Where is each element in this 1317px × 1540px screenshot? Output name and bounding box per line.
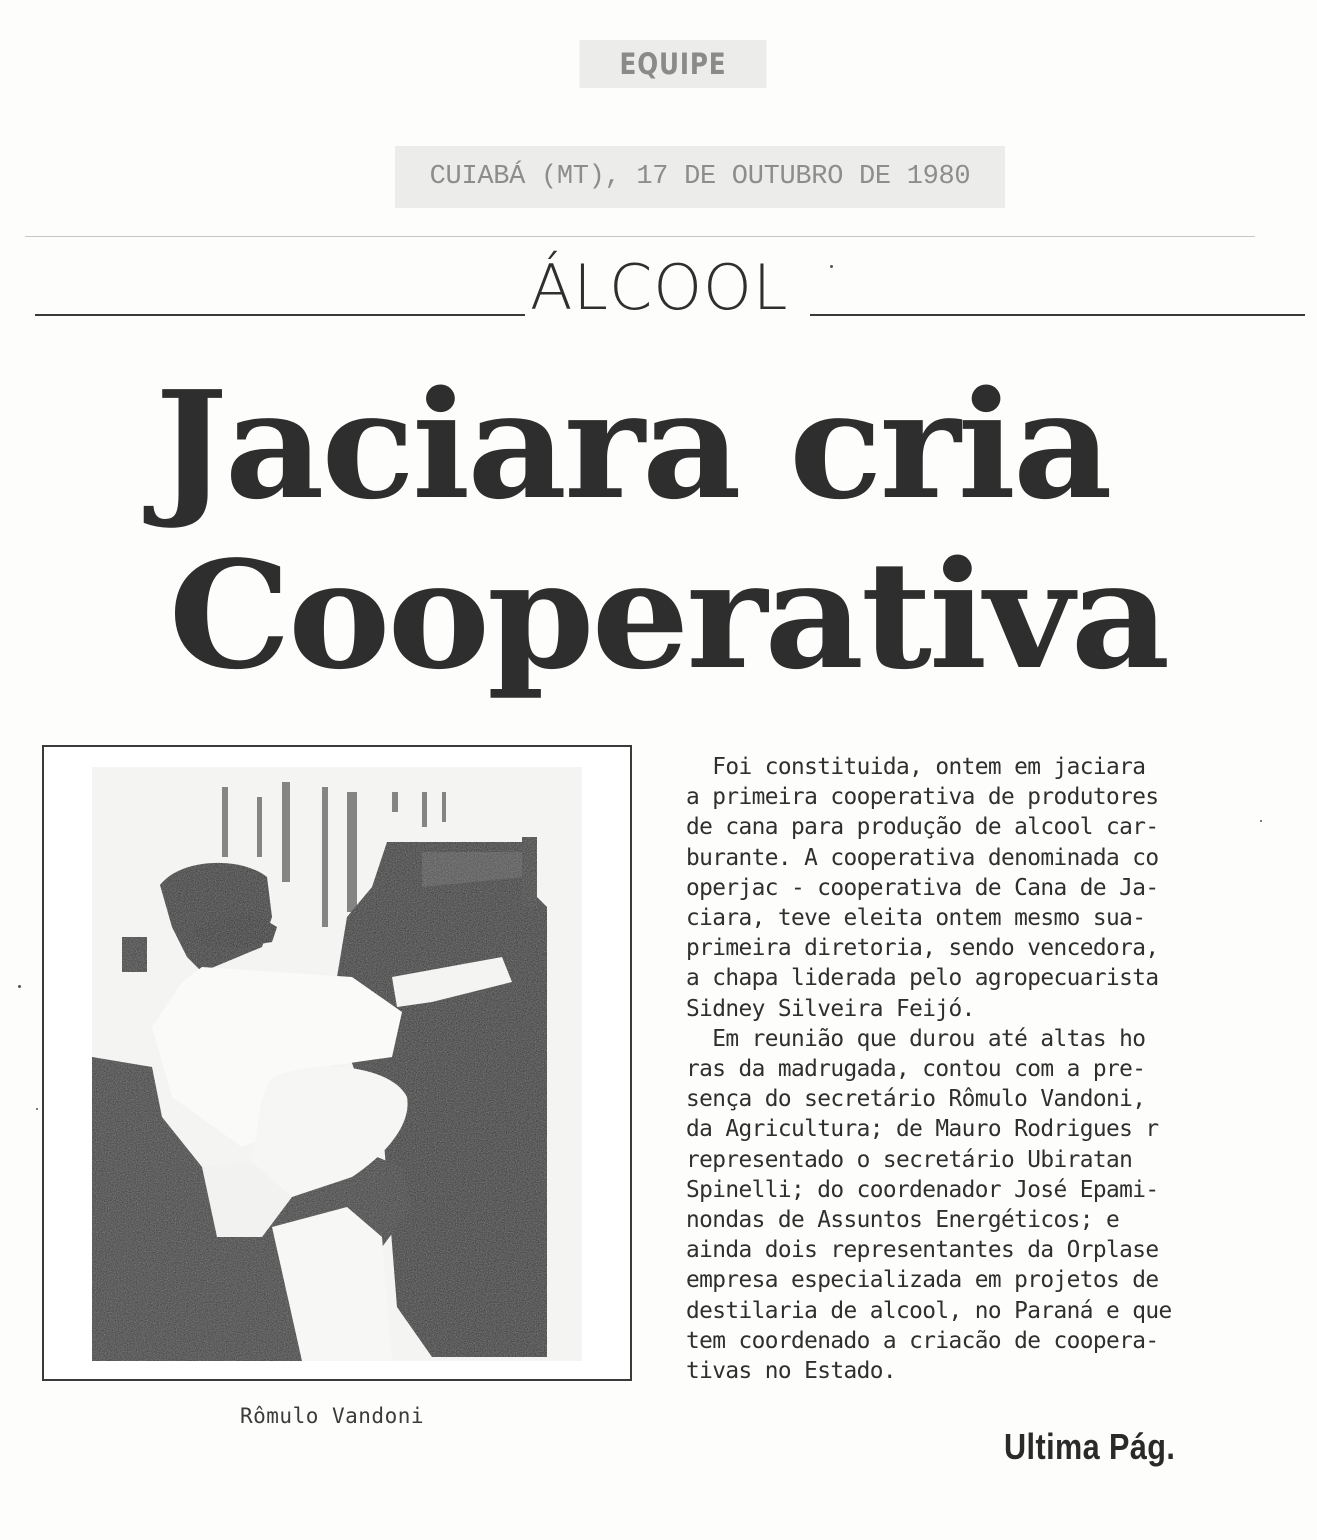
body-line: burante. A cooperativa denominada co [686, 844, 1159, 871]
body-line: a primeira cooperativa de produtores [686, 784, 1159, 811]
body-line: ras da madrugada, contou com a pre- [686, 1056, 1146, 1083]
body-line: primeira diretoria, sendo vencedora, [686, 935, 1159, 962]
body-line: ainda dois representantes da Orplase [686, 1237, 1159, 1264]
body-line: nondas de Assuntos Energéticos; e [686, 1207, 1120, 1234]
body-line: operjac - cooperativa de Cana de Ja- [686, 874, 1159, 901]
section-header [35, 251, 1305, 324]
print-speck [830, 265, 833, 268]
photo [92, 767, 582, 1361]
print-speck [1260, 820, 1262, 822]
section-label: ÁLCOOL [530, 251, 789, 324]
body-line: Spinelli; do coordenador José Epami- [686, 1176, 1159, 1203]
publication-name: EQUIPE [580, 40, 767, 88]
body-line: representado o secretário Ubiratan [686, 1146, 1133, 1173]
body-line: empresa especializada em projetos de [686, 1267, 1159, 1294]
photo-frame [42, 745, 632, 1381]
body-line: Foi constituida, ontem em jaciara [686, 754, 1146, 780]
article-body [686, 752, 1296, 1386]
dateline: CUIABÁ (MT), 17 DE OUTUBRO DE 1980 [395, 146, 1005, 208]
continuation-note: Ultima Pág. [1004, 1426, 1176, 1467]
body-line: destilaria de alcool, no Paraná e que [686, 1297, 1172, 1324]
headline-line-2: Cooperativa [168, 528, 1168, 702]
body-line: tivas no Estado. [686, 1358, 896, 1385]
body-line: a chapa liderada pelo agropecuarista [686, 965, 1159, 992]
body-line: Em reunião que durou até altas ho [686, 1025, 1146, 1052]
headline [155, 360, 1299, 700]
photo-halftone-icon [92, 767, 582, 1361]
body-line: ciara, teve eleita ontem mesmo sua- [686, 905, 1146, 932]
body-line: Sidney Silveira Feijó. [686, 995, 975, 1022]
body-line: de cana para produção de alcool car- [686, 814, 1159, 841]
divider [25, 236, 1255, 237]
photo-caption: Rômulo Vandoni [240, 1404, 425, 1428]
body-line: tem coordenado a criacão de coopera- [686, 1327, 1159, 1354]
section-rule-right [810, 314, 1305, 316]
section-rule-left [35, 314, 525, 316]
headline-line-1: Jaciara cria [155, 358, 1110, 532]
body-line: da Agricultura; de Mauro Rodrigues r [686, 1116, 1159, 1143]
print-speck [18, 985, 21, 988]
body-line: sença do secretário Rômulo Vandoni, [686, 1086, 1146, 1113]
print-speck [36, 1108, 38, 1110]
